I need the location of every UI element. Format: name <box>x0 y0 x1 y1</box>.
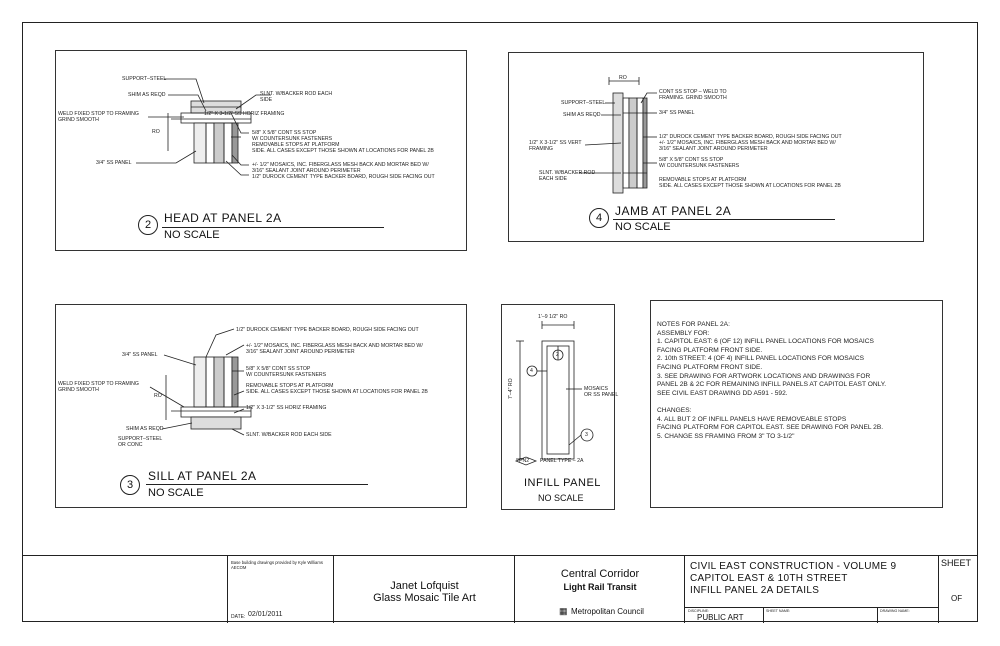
jamb-label-ss-panel: 3/4" SS PANEL <box>659 110 695 116</box>
head-dim-ro: RO <box>152 129 160 135</box>
tb-sheet-title-cell <box>684 556 938 623</box>
notes-panel <box>650 300 943 508</box>
tb-artist-cell <box>333 556 514 623</box>
head-label-support-steel: SUPPORT–STEEL <box>122 76 167 82</box>
metropolitan-council-logo-icon: ▦ <box>559 606 568 616</box>
head-label-cont-stop: 5/8" X 5/8" CONT SS STOP <box>252 130 317 136</box>
detail-sill-panel <box>55 304 467 508</box>
jamb-detail-scale: NO SCALE <box>615 221 671 233</box>
infill-panel-box <box>501 304 619 510</box>
sill-label-side-cases: SIDE. ALL CASES EXCEPT THOSE SHOWN AT LOCATIONS FOR PANEL 2B <box>246 389 428 395</box>
sill-label-slnt: SLNT. W/BACKER ROD EACH SIDE <box>246 432 332 438</box>
jamb-label-support-steel: SUPPORT–STEEL <box>561 100 606 106</box>
sill-label-grind: GRIND SMOOTH <box>58 387 99 393</box>
jamb-label-cont-stop: CONT SS STOP – WELD TO <box>659 89 727 95</box>
notes-line: FACING PLATFORM FRONT SIDE. <box>657 363 763 371</box>
jamb-detail-title: JAMB AT PANEL 2A <box>615 204 732 218</box>
jamb-title-underline <box>613 219 835 220</box>
sill-label-ss-panel: 3/4" SS PANEL <box>122 352 158 358</box>
jamb-label-each-side: EACH SIDE <box>539 176 567 182</box>
tb-project-cell <box>514 556 684 623</box>
notes-line: SEE CIVIL EAST DRAWING DD A591 - 592. <box>657 389 788 397</box>
sill-label-fasteners: W/ COUNTERSUNK FASTENERS <box>246 372 327 378</box>
jamb-label-durock: 1/2" DUROCK CEMENT TYPE BACKER BOARD, ROUGH SIDE FACING OUT <box>659 134 842 140</box>
head-label-sealant: 3/16" SEALANT JOINT AROUND PERIMETER <box>252 168 361 174</box>
infill-width-dim: 1'–9 1/2" RO <box>538 314 568 320</box>
tb-date-label: DATE: <box>231 614 246 620</box>
tb-date-value: 02/01/2011 <box>248 611 283 618</box>
detail-head-panel <box>55 50 467 251</box>
head-title-underline <box>162 227 384 228</box>
head-label-mosaics: +/- 1/2" MOSAICS, INC. FIBERGLASS MESH BACK AND MORTAR BED W/ <box>252 162 429 168</box>
notes-line: 5. CHANGE SS FRAMING FROM 3" TO 3-1/2" <box>657 432 795 440</box>
notes-line: ASSEMBLY FOR: <box>657 329 710 337</box>
infill-panel-tag: PN2 <box>519 458 530 464</box>
notes-line: 1. CAPITOL EAST: 6 (OF 12) INFILL PANEL LOCATIONS FOR MOSAICS <box>657 338 874 346</box>
tb-of-label: OF <box>951 594 963 603</box>
infill-scale: NO SCALE <box>538 493 584 503</box>
notes-list <box>657 321 886 441</box>
sill-title-underline <box>146 484 368 485</box>
notes-line: NOTES FOR PANEL 2A: <box>657 321 730 328</box>
jamb-label-framing: FRAMING <box>529 146 553 152</box>
infill-ref-2: 2 <box>556 352 559 358</box>
tb-credit-line1: Base building drawings provided by Kyle Williams <box>231 560 323 565</box>
jamb-label-fasteners: W/ COUNTERSUNK FASTENERS <box>659 163 740 169</box>
tb-sheet-name-label: SHEET NAME: <box>766 609 791 613</box>
sill-label-conc: OR CONC <box>118 442 143 448</box>
sill-detail-scale: NO SCALE <box>148 487 204 499</box>
sill-label-durock: 1/2" DUROCK CEMENT TYPE BACKER BOARD, ROUGH SIDE FACING OUT <box>236 327 419 333</box>
sill-label-support-steel: SUPPORT–STEEL <box>118 436 163 442</box>
head-label-removable: REMOVABLE STOPS AT PLATFORM <box>252 142 340 148</box>
notes-line: 3. SEE DRAWING FOR ARTWORK LOCATIONS AND DRAWINGS FOR <box>657 372 871 380</box>
infill-title: INFILL PANEL <box>524 477 601 489</box>
tb-agency: Metropolitan Council <box>571 607 644 616</box>
jamb-label-grind: FRAMING. GRIND SMOOTH <box>659 95 727 101</box>
infill-height-dim: 7'–4" RO <box>508 378 514 399</box>
sill-detail-title: SILL AT PANEL 2A <box>148 469 257 483</box>
infill-ref-3: 3 <box>585 432 588 438</box>
tb-project-line2: Light Rail Transit <box>563 582 637 592</box>
sill-label-horiz-framing: 1/2" X 3-1/2" SS HORIZ FRAMING <box>246 405 327 411</box>
jamb-label-mosaics: +/- 1/2" MOSAICS, INC. FIBERGLASS MESH BACK AND MORTAR BED W/ <box>659 140 836 146</box>
tb-sheet-title2: CAPITOL EAST & 10TH STREET <box>690 573 848 584</box>
head-label-slnt: SLNT. W/BACKER ROD EACH <box>260 91 333 97</box>
head-label-ss-panel: 3/4" SS PANEL <box>96 160 132 166</box>
sill-label-mosaics: +/- 1/2" MOSAICS, INC. FIBERGLASS MESH BACK AND MORTAR BED W/ <box>246 343 423 349</box>
infill-ref-4: 4 <box>530 368 533 374</box>
sill-label-sealant: 3/16" SEALANT JOINT AROUND PERIMETER <box>246 349 355 355</box>
jamb-label-removable: REMOVABLE STOPS AT PLATFORM <box>659 177 747 183</box>
jamb-detail-number: 4 <box>589 208 609 228</box>
jamb-dim-ro: RO <box>619 75 627 81</box>
tb-sheet-label: SHEET <box>941 558 972 568</box>
sill-label-weld: WELD FIXED STOP TO FRAMING <box>58 381 139 387</box>
infill-callout-ss-panel: OR SS PANEL <box>584 392 619 398</box>
detail-jamb-panel <box>508 52 924 242</box>
tb-project-line1: Central Corridor <box>560 568 640 580</box>
tb-drawing-name-label: DRAWING NAME: <box>880 609 910 613</box>
sill-label-cont-stop: 5/8" X 5/8" CONT SS STOP <box>246 366 311 372</box>
head-label-shim: SHIM AS REQD <box>128 92 166 98</box>
head-detail-title: HEAD AT PANEL 2A <box>164 211 282 225</box>
tb-credit-line2: AECOM <box>231 565 247 570</box>
head-label-grind: GRIND SMOOTH <box>58 117 99 123</box>
head-label-side-cases: SIDE. ALL CASES EXCEPT THOSE SHOWN AT LOCATIONS FOR PANEL 2B <box>252 148 434 154</box>
jamb-label-vert-framing: 1/2" X 3-1/2" SS VERT <box>529 140 582 146</box>
tb-discipline-value: PUBLIC ART <box>697 613 744 622</box>
sill-label-removable: REMOVABLE STOPS AT PLATFORM <box>246 383 334 389</box>
head-label-horiz-framing: 1/2" X 3-1/2" SS HORIZ FRAMING <box>204 111 285 117</box>
notes-line: FACING PLATFORM FRONT SIDE. <box>657 346 763 354</box>
title-block <box>22 555 978 623</box>
jamb-label-slnt: SLNT. W/BACKER ROD <box>539 170 596 176</box>
jamb-label-sealant: 3/16" SEALANT JOINT AROUND PERIMETER <box>659 146 768 152</box>
head-label-fasteners: W/ COUNTERSUNK FASTENERS <box>252 136 333 142</box>
infill-callout-mosaics: MOSAICS <box>584 386 608 392</box>
tb-divider-v1 <box>763 607 764 623</box>
tb-discipline-label: DISCIPLINE: <box>688 609 709 613</box>
tb-sheet-title1: CIVIL EAST CONSTRUCTION - VOLUME 9 <box>690 561 897 572</box>
jamb-label-stop: 5/8" X 5/8" CONT SS STOP <box>659 157 724 163</box>
head-detail-scale: NO SCALE <box>164 229 220 241</box>
head-label-weld: WELD FIXED STOP TO FRAMING <box>58 111 139 117</box>
notes-line: CHANGES: <box>657 406 692 414</box>
tb-sheet-title3: INFILL PANEL 2A DETAILS <box>690 585 820 596</box>
jamb-label-shim: SHIM AS REQD <box>563 112 601 118</box>
head-label-durock: 1/2" DUROCK CEMENT TYPE BACKER BOARD, ROUGH SIDE FACING OUT <box>252 174 435 180</box>
notes-line: PANEL 2B & 2C FOR REMAINING INFILL PANELS AT CAPITOL EAST ONLY. <box>657 381 887 389</box>
tb-credits-cell <box>227 556 333 623</box>
infill-panel-type: PANEL TYPE – 2A <box>540 458 584 464</box>
head-detail-number: 2 <box>138 215 158 235</box>
sill-dim-ro: RO <box>154 393 162 399</box>
tb-divider-v2 <box>877 607 878 623</box>
head-label-side: SIDE <box>260 97 273 103</box>
tb-artist-work: Glass Mosaic Tile Art <box>373 592 476 604</box>
notes-line: 4. ALL BUT 2 OF INFILL PANELS HAVE REMOVEABLE STOPS <box>657 415 847 423</box>
notes-line <box>657 398 886 407</box>
notes-line: 2. 10th STREET: 4 (OF 4) INFILL PANEL LOCATIONS FOR MOSAICS <box>657 355 865 363</box>
notes-line: FACING PLATFORM FOR CAPITOL EAST. SEE DRAWING FOR PANEL 2B. <box>657 424 884 432</box>
sill-detail-number: 3 <box>120 475 140 495</box>
jamb-label-side-cases: SIDE. ALL CASES EXCEPT THOSE SHOWN AT LOCATIONS FOR PANEL 2B <box>659 183 841 189</box>
tb-sheet-number-cell <box>938 556 978 623</box>
sill-label-shim: SHIM AS REQD <box>126 426 164 432</box>
tb-artist-name: Janet Lofquist <box>390 580 459 592</box>
